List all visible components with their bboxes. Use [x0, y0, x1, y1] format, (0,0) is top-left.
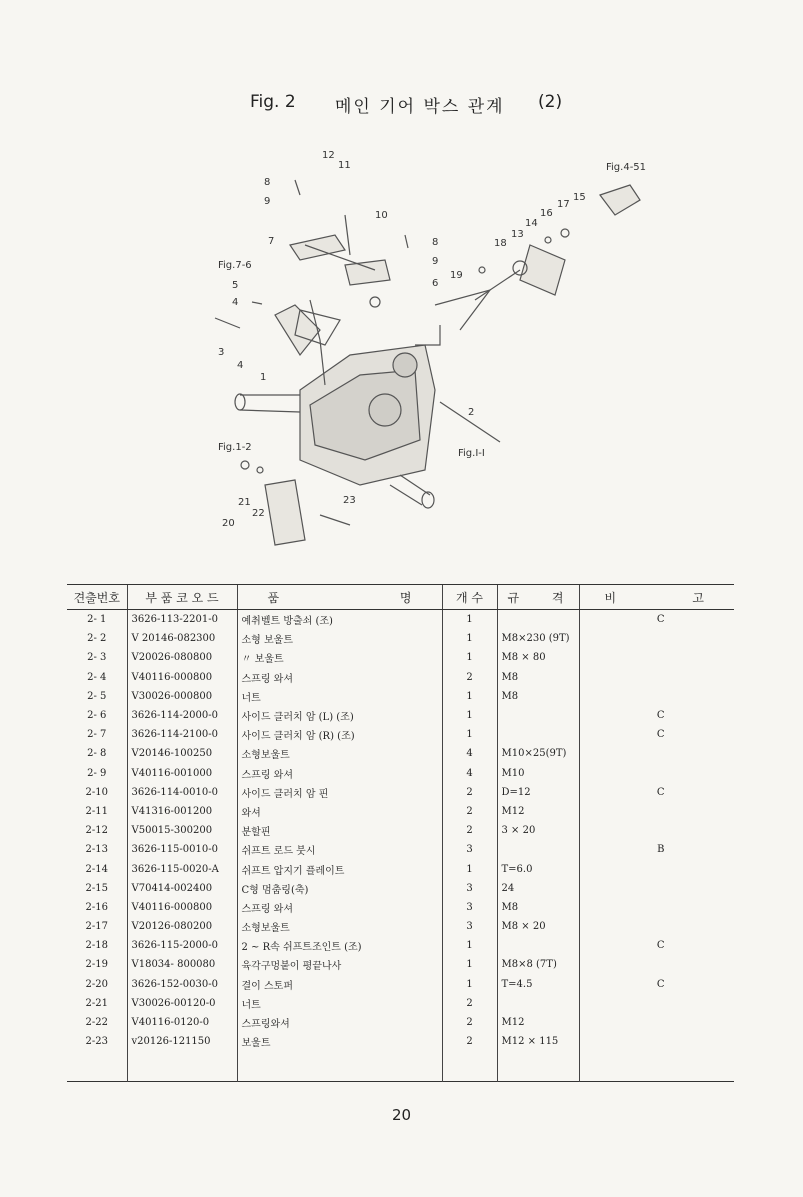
cell-name: 쉬프트 로드 붓시 [237, 840, 442, 859]
cell-no: 2-23 [85, 1036, 108, 1048]
cell-name: 쉬프트 압지기 플레이트 [237, 859, 442, 878]
diagram-svg [200, 140, 680, 560]
cell-code: V 20146-082300 [127, 629, 237, 648]
cell-code: V41316-001200 [127, 802, 237, 821]
cell-qty: 1 [442, 648, 497, 667]
cell-no: 2- 5 [87, 690, 107, 702]
parts-list [67, 584, 734, 1082]
cell-qty: 2 [442, 668, 497, 687]
table-row [67, 744, 734, 763]
cell-no: 2-22 [85, 1017, 108, 1029]
exploded-parts-diagram [200, 140, 680, 560]
cell-qty: 1 [442, 629, 497, 648]
cell-rem: C [579, 725, 734, 744]
cell-code: V40116-0120-0 [127, 1013, 237, 1032]
cell-spec: D=12 [497, 783, 579, 802]
header-quantity: 개 수 [442, 585, 497, 610]
cell-name: 소형 보울트 [237, 629, 442, 648]
cell-code: V30026-000800 [127, 687, 237, 706]
cell-code: V20146-100250 [127, 744, 237, 763]
cell-spec: 3 × 20 [497, 821, 579, 840]
callout-label: 11 [338, 160, 351, 171]
table-row [67, 879, 734, 898]
header-name-right: 명 [399, 590, 412, 605]
cell-code: 3626-152-0030-0 [127, 975, 237, 994]
callout-label: 3 [218, 347, 225, 358]
cell-name: 너트 [237, 687, 442, 706]
cell-spec: M8 × 80 [497, 648, 579, 667]
callout-label: 23 [343, 495, 356, 506]
cell-spec: M12 × 115 [497, 1032, 579, 1051]
callout-label: 7 [268, 236, 275, 247]
cell-no: 2-10 [85, 786, 108, 798]
callout-label: 4 [237, 360, 244, 371]
cell-qty: 1 [442, 706, 497, 725]
cell-name: 2 ~ R속 쉬프트조인트 (조) [237, 936, 442, 955]
cell-rem [579, 629, 734, 648]
cell-rem [579, 859, 734, 878]
table-spacer-row [67, 1051, 734, 1082]
cell-spec: M8 [497, 898, 579, 917]
cell-no: 2-14 [85, 863, 108, 875]
cell-qty: 4 [442, 764, 497, 783]
callout-label: 16 [540, 208, 553, 219]
callout-label: 2 [468, 407, 475, 418]
cell-rem [579, 821, 734, 840]
table-row [67, 1013, 734, 1032]
cell-qty: 2 [442, 783, 497, 802]
cell-code: 3626-114-2000-0 [127, 706, 237, 725]
cell-spec [497, 725, 579, 744]
header-spec-left: 규 [507, 590, 520, 605]
header-ref-no: 견출번호 [67, 585, 127, 610]
cell-rem [579, 648, 734, 667]
cell-no: 2- 9 [87, 767, 107, 779]
cell-spec: 24 [497, 879, 579, 898]
cell-name: 분할핀 [237, 821, 442, 840]
header-spec [497, 585, 579, 610]
callout-label: 20 [222, 518, 235, 529]
cell-rem [579, 1032, 734, 1051]
cell-no: 2- 7 [87, 729, 107, 741]
cell-name: 소형보울트 [237, 744, 442, 763]
cell-rem: C [579, 936, 734, 955]
cell-no: 2-17 [85, 921, 108, 933]
cell-spec [497, 936, 579, 955]
cell-no: 2-18 [85, 940, 108, 952]
cell-rem: C [579, 783, 734, 802]
parts-table [67, 584, 734, 1082]
cell-spec: M8×8 (7T) [497, 955, 579, 974]
empty-cell [442, 1051, 497, 1082]
cell-name: 결이 스토퍼 [237, 975, 442, 994]
cell-spec: M8 × 20 [497, 917, 579, 936]
figure-korean-title: 메인 기어 박스 관계 [335, 97, 505, 117]
cell-name: 보울트 [237, 1032, 442, 1051]
cell-code: v20126-121150 [127, 1032, 237, 1051]
callout-label: 19 [450, 270, 463, 281]
cell-rem [579, 668, 734, 687]
empty-cell [127, 1051, 237, 1082]
cell-code: V40116-000800 [127, 898, 237, 917]
cell-no: 2-12 [85, 825, 108, 837]
cell-rem [579, 802, 734, 821]
cell-name: 육각구멍붙이 평끝나사 [237, 955, 442, 974]
cell-rem: B [579, 840, 734, 859]
table-row [67, 994, 734, 1013]
table-row [67, 706, 734, 725]
cell-qty: 2 [442, 821, 497, 840]
cell-spec [497, 840, 579, 859]
cell-rem [579, 955, 734, 974]
cell-qty: 1 [442, 687, 497, 706]
callout-label: 9 [432, 256, 439, 267]
cell-qty: 3 [442, 898, 497, 917]
callout-label: Fig.4-51 [606, 162, 647, 173]
header-remarks [579, 585, 734, 610]
empty-cell [497, 1051, 579, 1082]
cell-name: 스프링 와셔 [237, 764, 442, 783]
cell-spec: M12 [497, 802, 579, 821]
cell-code: 3626-114-2100-0 [127, 725, 237, 744]
cell-code: 3626-115-0010-0 [127, 840, 237, 859]
callout-label: 22 [252, 508, 265, 519]
cell-qty: 4 [442, 744, 497, 763]
callout-label: Fig.7-6 [218, 260, 252, 271]
callout-label: Fig.I-I [458, 448, 485, 459]
cell-rem [579, 994, 734, 1013]
callout-label: 18 [494, 238, 507, 249]
diagram-callout-labels [218, 150, 646, 529]
table-header-row [67, 585, 734, 610]
empty-cell [67, 1051, 127, 1082]
cell-qty: 3 [442, 840, 497, 859]
cell-spec [497, 610, 579, 630]
cell-rem [579, 764, 734, 783]
cell-name: 〃 보울트 [237, 648, 442, 667]
table-row [67, 1032, 734, 1051]
cell-qty: 1 [442, 936, 497, 955]
table-row [67, 648, 734, 667]
cell-qty: 2 [442, 994, 497, 1013]
cell-code: V18034- 800080 [127, 955, 237, 974]
cell-code: V30026-00120-0 [127, 994, 237, 1013]
cell-code: 3626-114-0010-0 [127, 783, 237, 802]
cell-no: 2- 6 [87, 710, 107, 722]
cell-qty: 3 [442, 879, 497, 898]
cell-qty: 2 [442, 1013, 497, 1032]
cell-no: 2- 3 [87, 652, 107, 664]
cell-name: 스프링 와셔 [237, 668, 442, 687]
callout-label: 1 [260, 372, 267, 383]
cell-spec [497, 706, 579, 725]
cell-qty: 1 [442, 975, 497, 994]
table-row [67, 687, 734, 706]
cell-no: 2-20 [85, 978, 108, 990]
cell-name: 스프링와셔 [237, 1013, 442, 1032]
header-name-left: 품 [267, 590, 280, 605]
cell-code: V70414-002400 [127, 879, 237, 898]
cell-rem [579, 687, 734, 706]
cell-no: 2- 2 [87, 633, 107, 645]
cell-no: 2- 1 [87, 614, 107, 626]
header-spec-right: 격 [551, 590, 564, 605]
cell-no: 2-13 [85, 844, 108, 856]
cell-rem [579, 744, 734, 763]
table-row [67, 802, 734, 821]
cell-rem [579, 898, 734, 917]
cell-name: 너트 [237, 994, 442, 1013]
callout-label: 17 [557, 199, 570, 210]
table-row [67, 898, 734, 917]
cell-no: 2-15 [85, 882, 108, 894]
cell-code: 3626-115-0020-A [127, 859, 237, 878]
cell-qty: 3 [442, 917, 497, 936]
cell-spec: T=4.5 [497, 975, 579, 994]
cell-name: 사이드 클러치 암 핀 [237, 783, 442, 802]
cell-spec: M8×230 (9T) [497, 629, 579, 648]
header-part-code: 부 품 코 오 드 [127, 585, 237, 610]
cell-rem: C [579, 610, 734, 630]
callout-label: 12 [322, 150, 335, 161]
table-row [67, 936, 734, 955]
cell-spec: T=6.0 [497, 859, 579, 878]
callout-label: Fig.1-2 [218, 442, 252, 453]
cell-spec: M10 [497, 764, 579, 783]
cell-code: V20126-080200 [127, 917, 237, 936]
cell-spec: M8 [497, 668, 579, 687]
header-remarks-right: 고 [692, 590, 704, 605]
cell-qty: 2 [442, 802, 497, 821]
table-row [67, 725, 734, 744]
page-number: 20 [391, 1106, 412, 1124]
empty-cell [579, 1051, 734, 1082]
cell-rem [579, 879, 734, 898]
callout-label: 4 [232, 297, 239, 308]
callout-label: 9 [264, 196, 271, 207]
callout-label: 13 [511, 229, 524, 240]
cell-code: V20026-080800 [127, 648, 237, 667]
cell-name: 사이드 클러치 암 (L) (조) [237, 706, 442, 725]
empty-cell [237, 1051, 442, 1082]
table-row [67, 610, 734, 630]
cell-no: 2-19 [85, 959, 108, 971]
cell-no: 2-21 [85, 997, 108, 1009]
callout-label: 15 [573, 192, 586, 203]
callout-label: 8 [264, 177, 271, 188]
cell-rem [579, 1013, 734, 1032]
table-row [67, 668, 734, 687]
cell-code: V50015-300200 [127, 821, 237, 840]
cell-spec: M12 [497, 1013, 579, 1032]
cell-no: 2-11 [85, 805, 108, 817]
table-row [67, 975, 734, 994]
table-row [67, 917, 734, 936]
cell-code: 3626-113-2201-0 [127, 610, 237, 630]
callout-label: 6 [432, 278, 439, 289]
cell-spec: M8 [497, 687, 579, 706]
cell-spec: M10×25(9T) [497, 744, 579, 763]
cell-code: 3626-115-2000-0 [127, 936, 237, 955]
table-row [67, 821, 734, 840]
callout-label: 8 [432, 237, 439, 248]
cell-qty: 1 [442, 859, 497, 878]
cell-code: V40116-000800 [127, 668, 237, 687]
cell-rem: C [579, 975, 734, 994]
cell-qty: 1 [442, 725, 497, 744]
cell-qty: 1 [442, 610, 497, 630]
cell-name: 스프링 와셔 [237, 898, 442, 917]
cell-no: 2- 8 [87, 748, 107, 760]
cell-name: 예취벨트 방출쇠 (조) [237, 610, 442, 630]
cell-qty: 2 [442, 1032, 497, 1051]
cell-code: V40116-001000 [127, 764, 237, 783]
figure-part-number: (2) [538, 92, 563, 112]
cell-rem: C [579, 706, 734, 725]
table-row [67, 955, 734, 974]
cell-qty: 1 [442, 955, 497, 974]
cell-no: 2-16 [85, 901, 108, 913]
cell-rem [579, 917, 734, 936]
cell-spec [497, 994, 579, 1013]
table-row [67, 783, 734, 802]
figure-number: Fig. 2 [250, 92, 296, 112]
cell-name: 와셔 [237, 802, 442, 821]
callout-label: 21 [238, 497, 251, 508]
cell-name: 사이드 클러치 암 (R) (조) [237, 725, 442, 744]
header-remarks-left: 비 [604, 590, 617, 605]
header-part-name [237, 585, 442, 610]
callout-label: 14 [525, 218, 538, 229]
callout-label: 10 [375, 210, 388, 221]
cell-name: 소형보울트 [237, 917, 442, 936]
table-row [67, 859, 734, 878]
table-row [67, 629, 734, 648]
cell-name: C형 멈춤링(축) [237, 879, 442, 898]
table-row [67, 764, 734, 783]
callout-label: 5 [232, 280, 239, 291]
table-row [67, 840, 734, 859]
cell-no: 2- 4 [87, 671, 107, 683]
